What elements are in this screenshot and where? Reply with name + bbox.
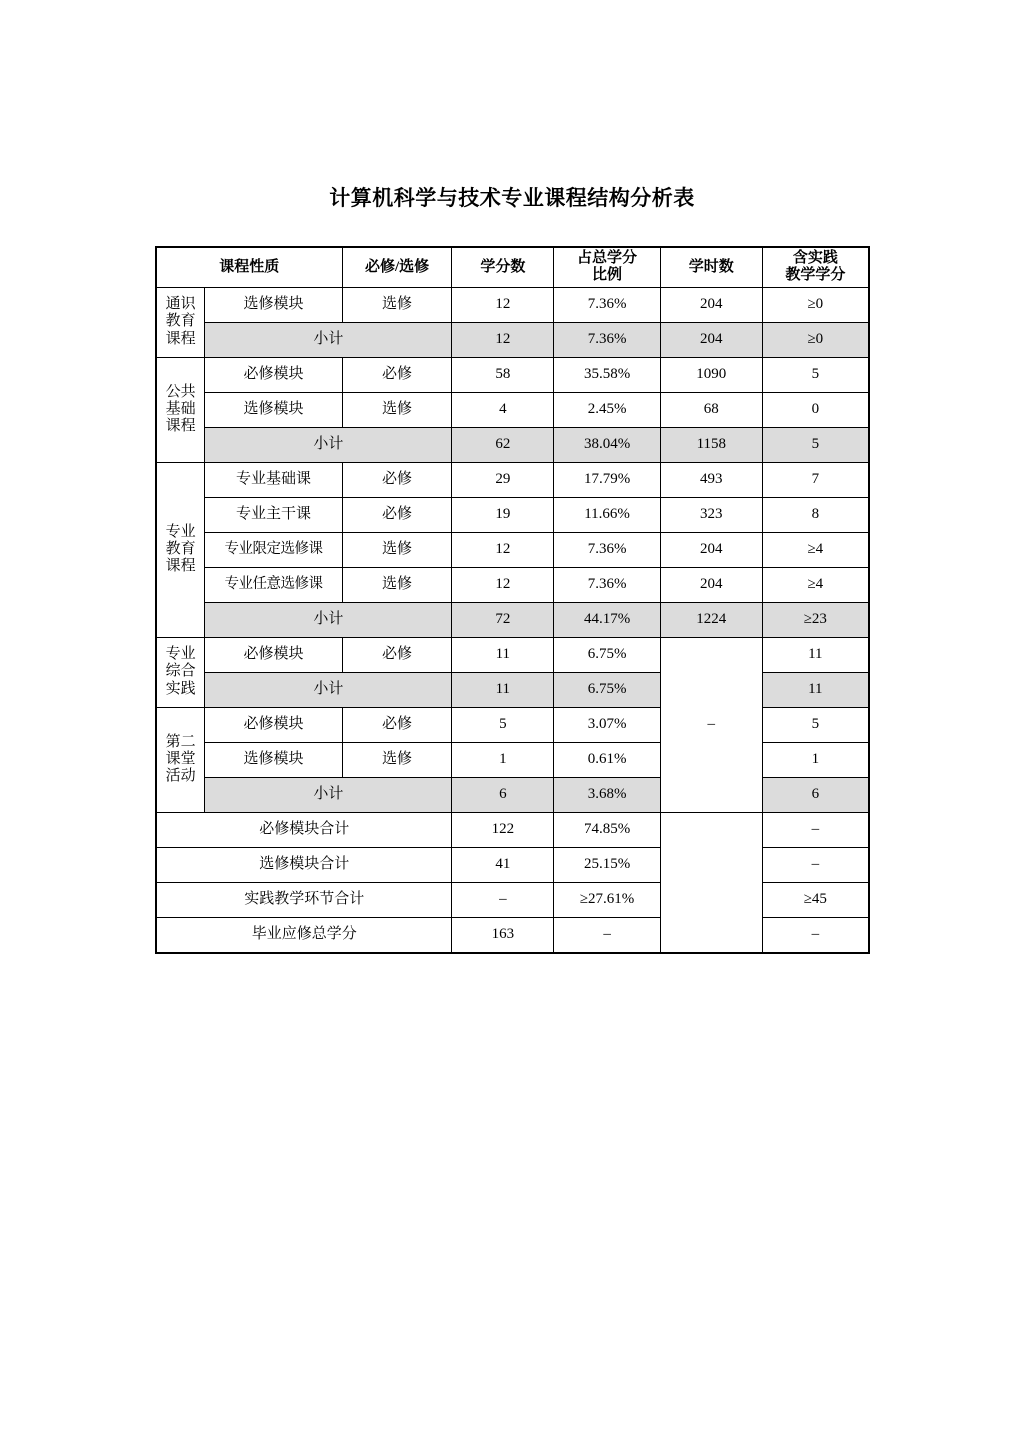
row-hours: 1224: [660, 602, 762, 637]
row-name: 专业限定选修课: [205, 532, 342, 567]
total-label: 毕业应修总学分: [156, 917, 452, 953]
row-hours: 204: [660, 322, 762, 357]
table-row-subtotal: [156, 322, 869, 357]
row-name: 小计: [205, 602, 452, 637]
row-practice: 11: [762, 672, 869, 707]
row-credits: 72: [452, 602, 554, 637]
row-ratio: 11.66%: [554, 497, 661, 532]
row-ratio: 35.58%: [554, 357, 661, 392]
row-ratio: 17.79%: [554, 462, 661, 497]
category-second-classroom: 第二课堂活动: [156, 707, 205, 812]
row-ratio: 3.68%: [554, 777, 661, 812]
table-row-total: [156, 847, 869, 882]
row-hours: 1158: [660, 427, 762, 462]
page-title: 计算机科学与技术专业课程结构分析表: [329, 187, 695, 210]
row-ratio: 3.07%: [554, 707, 661, 742]
table-row: [156, 742, 869, 777]
row-ratio: 7.36%: [554, 287, 661, 322]
row-name: 小计: [205, 322, 452, 357]
total-ratio: 25.15%: [554, 847, 661, 882]
row-name: 小计: [205, 777, 452, 812]
total-practice: –: [762, 917, 869, 953]
row-name: 专业基础课: [205, 462, 342, 497]
row-ratio: 44.17%: [554, 602, 661, 637]
row-name: 必修模块: [205, 637, 342, 672]
header-class-hours: 学时数: [660, 247, 762, 287]
row-name: 专业主干课: [205, 497, 342, 532]
total-credits: 163: [452, 917, 554, 953]
course-structure-table: [155, 246, 870, 954]
row-practice: 5: [762, 707, 869, 742]
row-name: 必修模块: [205, 707, 342, 742]
row-hours: 204: [660, 567, 762, 602]
header-credit-ratio: [554, 247, 661, 287]
row-practice: ≥4: [762, 532, 869, 567]
row-practice: 6: [762, 777, 869, 812]
header-credit-ratio-line1: 占总学分: [577, 250, 638, 266]
total-practice: ≥45: [762, 882, 869, 917]
row-practice: ≥4: [762, 567, 869, 602]
row-ratio: 7.36%: [554, 322, 661, 357]
category-major-education: 专业教育课程: [156, 462, 205, 637]
table-row: [156, 392, 869, 427]
row-hours: 493: [660, 462, 762, 497]
header-practice-credits-line1: 含实践: [792, 250, 838, 266]
total-label: 必修模块合计: [156, 812, 452, 847]
row-ratio: 7.36%: [554, 532, 661, 567]
table-row-total: [156, 812, 869, 847]
row-credits: 11: [452, 672, 554, 707]
table-row: [156, 567, 869, 602]
table-row-total: [156, 917, 869, 953]
merged-hours-placeholder: –: [660, 637, 762, 812]
total-label: 实践教学环节合计: [156, 882, 452, 917]
row-type: 选修: [342, 742, 452, 777]
row-type: 必修: [342, 637, 452, 672]
row-hours: 68: [660, 392, 762, 427]
category-comprehensive-practice: 专业综合实践: [156, 637, 205, 707]
header-credit-ratio-line2: 比例: [592, 267, 623, 284]
table-row: [156, 707, 869, 742]
course-structure-table-container: [155, 246, 870, 954]
header-course-nature: 课程性质: [156, 247, 342, 287]
table-row-subtotal: [156, 672, 869, 707]
row-name: 小计: [205, 672, 452, 707]
table-row: [156, 287, 869, 322]
total-credits: 41: [452, 847, 554, 882]
row-ratio: 6.75%: [554, 637, 661, 672]
row-practice: ≥0: [762, 322, 869, 357]
row-type: 选修: [342, 567, 452, 602]
header-practice-credits: [762, 247, 869, 287]
total-ratio: ≥27.61%: [554, 882, 661, 917]
row-practice: 8: [762, 497, 869, 532]
row-name: 小计: [205, 427, 452, 462]
row-credits: 12: [452, 287, 554, 322]
row-credits: 19: [452, 497, 554, 532]
row-credits: 4: [452, 392, 554, 427]
row-name: 选修模块: [205, 392, 342, 427]
total-label: 选修模块合计: [156, 847, 452, 882]
row-hours: 204: [660, 287, 762, 322]
row-type: 必修: [342, 357, 452, 392]
table-header-row: [156, 247, 869, 287]
row-practice: 5: [762, 427, 869, 462]
row-ratio: 38.04%: [554, 427, 661, 462]
total-credits: –: [452, 882, 554, 917]
category-general-education: 通识教育课程: [156, 287, 205, 357]
total-hours-placeholder: [660, 812, 762, 953]
table-row-subtotal: [156, 602, 869, 637]
total-credits: 122: [452, 812, 554, 847]
row-practice: 7: [762, 462, 869, 497]
row-credits: 12: [452, 532, 554, 567]
table-row: [156, 497, 869, 532]
row-type: 选修: [342, 392, 452, 427]
row-credits: 62: [452, 427, 554, 462]
row-credits: 1: [452, 742, 554, 777]
total-ratio: –: [554, 917, 661, 953]
category-public-basic: 公共基础课程: [156, 357, 205, 462]
row-practice: 0: [762, 392, 869, 427]
row-type: 必修: [342, 497, 452, 532]
header-credits: 学分数: [452, 247, 554, 287]
row-hours: 323: [660, 497, 762, 532]
total-practice: –: [762, 812, 869, 847]
row-ratio: 6.75%: [554, 672, 661, 707]
row-credits: 29: [452, 462, 554, 497]
total-ratio: 74.85%: [554, 812, 661, 847]
table-row: [156, 357, 869, 392]
header-practice-credits-line2: 教学学分: [785, 267, 846, 284]
table-row-subtotal: [156, 777, 869, 812]
row-practice: 1: [762, 742, 869, 777]
row-credits: 12: [452, 322, 554, 357]
row-type: 必修: [342, 462, 452, 497]
row-name: 选修模块: [205, 742, 342, 777]
row-practice: 5: [762, 357, 869, 392]
row-type: 选修: [342, 532, 452, 567]
row-ratio: 2.45%: [554, 392, 661, 427]
table-row: [156, 462, 869, 497]
row-hours: 204: [660, 532, 762, 567]
row-practice: ≥0: [762, 287, 869, 322]
row-ratio: 7.36%: [554, 567, 661, 602]
header-required-elective: 必修/选修: [342, 247, 452, 287]
table-row-subtotal: [156, 427, 869, 462]
row-type: 必修: [342, 707, 452, 742]
row-practice: ≥23: [762, 602, 869, 637]
row-credits: 58: [452, 357, 554, 392]
table-row: [156, 532, 869, 567]
row-credits: 6: [452, 777, 554, 812]
row-credits: 12: [452, 567, 554, 602]
row-type: 选修: [342, 287, 452, 322]
total-practice: –: [762, 847, 869, 882]
row-name: 必修模块: [205, 357, 342, 392]
table-row-total: [156, 882, 869, 917]
row-credits: 11: [452, 637, 554, 672]
row-credits: 5: [452, 707, 554, 742]
row-name: 选修模块: [205, 287, 342, 322]
table-row: [156, 637, 869, 672]
row-name: 专业任意选修课: [205, 567, 342, 602]
row-practice: 11: [762, 637, 869, 672]
row-ratio: 0.61%: [554, 742, 661, 777]
row-hours: 1090: [660, 357, 762, 392]
